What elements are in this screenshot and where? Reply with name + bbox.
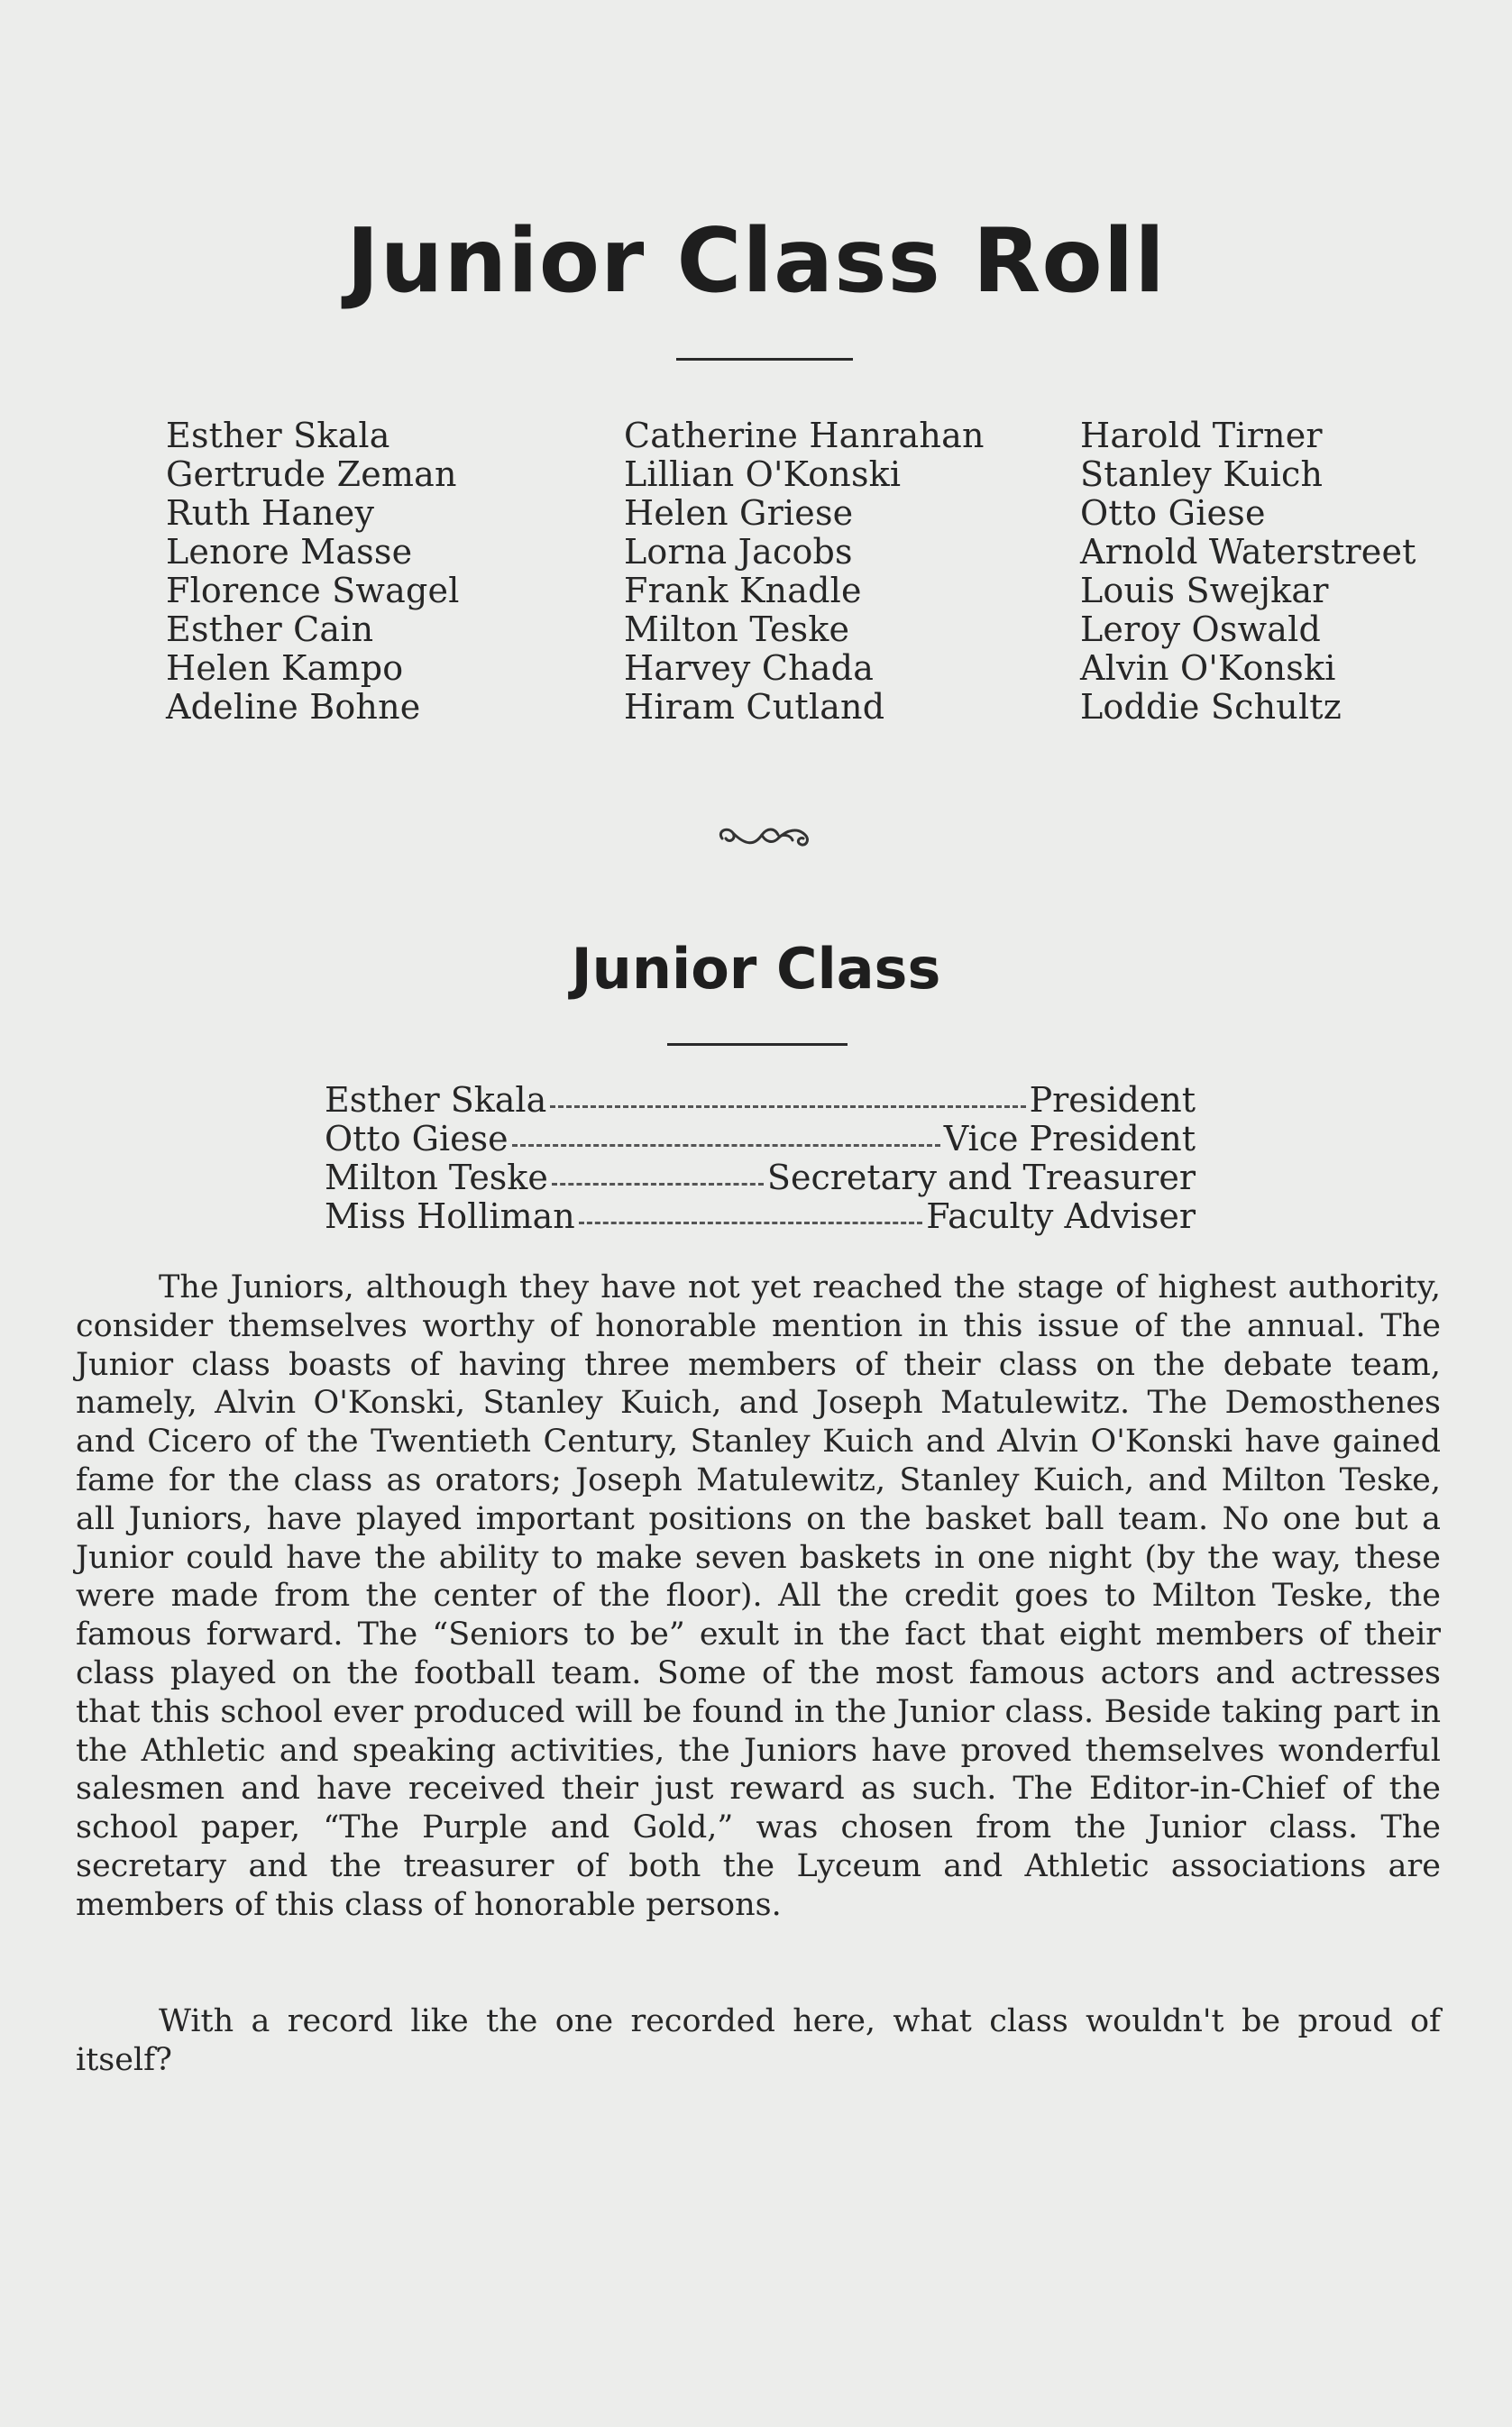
roll-name: Alvin O'Konski [1080, 648, 1336, 688]
officers-list [325, 1081, 1196, 1236]
roll-name: Frank Knadle [624, 571, 862, 610]
roll-column-3 [1080, 417, 1416, 727]
dot-leader [550, 1105, 1025, 1108]
closing-paragraph: With a record like the one recorded here, what class wouldn't be proud of itself? [76, 2003, 1441, 2078]
roll-name: Gertrude Zeman [166, 454, 457, 494]
roll-name: Adeline Bohne [166, 687, 421, 727]
roll-name: Harold Tirner [1080, 416, 1323, 455]
roll-name: Milton Teske [624, 609, 850, 649]
roll-name: Lenore Masse [166, 532, 413, 572]
roll-name: Hiram Cutland [624, 687, 885, 727]
dot-leader [552, 1183, 764, 1186]
roll-name: Arnold Waterstreet [1080, 532, 1416, 572]
scroll-flourish-icon [715, 819, 814, 855]
officer-name: Miss Holliman [325, 1196, 575, 1236]
roll-name: Otto Giese [1080, 493, 1266, 533]
page-title: Junior Class Roll [346, 210, 1166, 313]
officers-heading: Junior Class [571, 936, 941, 1002]
officer-office: Secretary and Treasurer [766, 1158, 1196, 1197]
officer-name: Milton Teske [325, 1158, 548, 1197]
roll-name: Catherine Hanrahan [624, 416, 985, 455]
roll-name: Louis Swejkar [1080, 571, 1329, 610]
roll-name: Helen Kampo [166, 648, 404, 688]
officer-office: Faculty Adviser [926, 1196, 1196, 1236]
officers-divider [667, 1043, 848, 1046]
dot-leader [512, 1144, 940, 1147]
officer-name: Otto Giese [325, 1119, 509, 1159]
roll-name: Ruth Haney [166, 493, 375, 533]
roll-name: Leroy Oswald [1080, 609, 1322, 649]
title-divider [676, 358, 853, 361]
body-paragraph: The Juniors, although they have not yet reached the stage of highest authority, consider themselves worthy of honorable mention in this issue of the annual. The Junior class boasts of having three members of their class on the debate team, namely, Alvin O'Konski, Stanley Kuich, and Joseph Matulewitz. The Demosthenes and Cicero of the Twentieth Century, Stanley Kuich and Alvin O'Konski have gained fame for the class as orators; Joseph Matulewitz, Stanley Kuich, and Milton Teske, all Juniors, have played important positions on the basket ball team. No one but a Junior could have the ability to make seven baskets in one night (by the way, these were made from the center of the floor). All the credit goes to Milton Teske, the famous forward. The “Seniors to be” exult in the fact that eight members of their class played on the football team. Some of the most famous actors and actresses that this school ever produced will be found in the Junior class. Beside taking part in the Athletic and speaking activities, the Juniors have proved themselves wonderful salesmen and have received their just reward as such. The Editor-in-Chief of the school paper, “The Purple and Gold,” was chosen from the Junior class. The secretary and the treasurer of both the Lyceum and Athletic associations are members of this class of honorable persons. [76, 1269, 1441, 1923]
officer-office: Vice President [943, 1119, 1196, 1159]
roll-name: Lorna Jacobs [624, 532, 853, 572]
roll-name: Helen Griese [624, 493, 854, 533]
officer-row [325, 1081, 1196, 1120]
roll-name: Lillian O'Konski [624, 454, 902, 494]
roll-name: Florence Swagel [166, 571, 460, 610]
officer-row [325, 1197, 1196, 1236]
officer-row [325, 1159, 1196, 1197]
roll-name: Esther Skala [166, 416, 390, 455]
roll-column-1 [166, 417, 460, 727]
dot-leader [579, 1222, 922, 1224]
roll-column-2 [624, 417, 985, 727]
officer-row [325, 1120, 1196, 1159]
roll-name: Esther Cain [166, 609, 374, 649]
officer-name: Esther Skala [325, 1080, 547, 1120]
officer-office: President [1029, 1080, 1196, 1120]
roll-name: Loddie Schultz [1080, 687, 1342, 727]
roll-name: Harvey Chada [624, 648, 875, 688]
roll-name: Stanley Kuich [1080, 454, 1324, 494]
